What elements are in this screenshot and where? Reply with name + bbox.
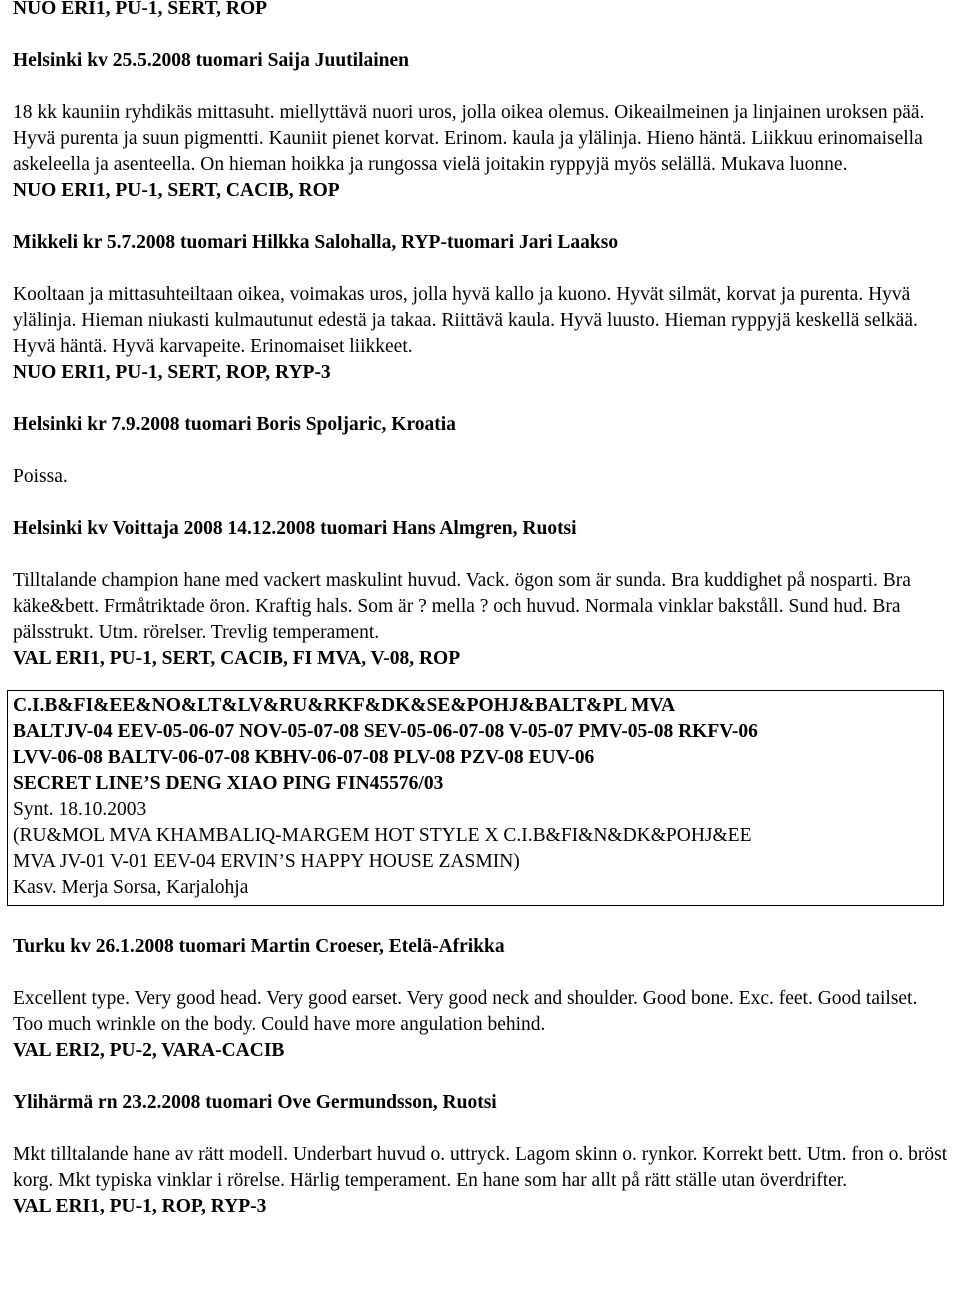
- pedigree-line-2: MVA JV-01 V-01 EEV-04 ERVIN’S HAPPY HOUSE ZASMIN): [13, 851, 520, 872]
- show-heading-turku-kv: Turku kv 26.1.2008 tuomari Martin Croeser, Etelä-Afrikka: [13, 936, 505, 957]
- titles-line-2: BALTJV-04 EEV-05-06-07 NOV-05-07-08 SEV-05-06-07-08 V-05-07 PMV-05-08 RKFV-06: [13, 721, 758, 742]
- critique-turku-kv: Excellent type. Very good head. Very good earset. Very good neck and shoulder. Good bone. Exc. feet. Good tailset. Too much wrinkle on the body. Could have more angulation behind.: [13, 988, 918, 1035]
- critique-helsinki-kr: Poissa.: [13, 466, 68, 487]
- show-heading-helsinki-voittaja: Helsinki kv Voittaja 2008 14.12.2008 tuomari Hans Almgren, Ruotsi: [13, 518, 577, 539]
- result-helsinki-voittaja: VAL ERI1, PU-1, SERT, CACIB, FI MVA, V-08, ROP: [13, 648, 461, 669]
- breeder: Kasv. Merja Sorsa, Karjalohja: [13, 877, 249, 898]
- show-heading-mikkeli-kr: Mikkeli kr 5.7.2008 tuomari Hilkka Salohalla, RYP-tuomari Jari Laakso: [13, 232, 619, 253]
- dog-info-box: [7, 690, 944, 906]
- result-mikkeli-kr: NUO ERI1, PU-1, SERT, ROP, RYP-3: [13, 362, 331, 383]
- critique-mikkeli-kr: Kooltaan ja mittasuhteiltaan oikea, voimakas uros, jolla hyvä kallo ja kuono. Hyvät silmät, korvat ja purenta. Hyvä ylälinja. Hieman niukasti kulmautunut edestä ja takaa. Riittävä kaula. Hyvä luusto. Hieman ryppyjä keskellä selkää. Hyvä häntä. Hyvä karvapeite. Erinomaiset liikkeet.: [13, 284, 918, 357]
- show-heading-helsinki-kv: Helsinki kv 25.5.2008 tuomari Saija Juutilainen: [13, 50, 410, 71]
- result-helsinki-kv: NUO ERI1, PU-1, SERT, CACIB, ROP: [13, 180, 340, 201]
- critique-helsinki-kv: 18 kk kauniin ryhdikäs mittasuht. miellyttävä nuori uros, jolla oikea olemus. Oikeailmeinen ja linjainen uroksen pää. Hyvä purenta ja suun pigmentti. Kauniit pienet korvat. Erinom. kaula ja ylälinja. Hieno häntä. Liikkuu erinomaisella askeleella ja asenteella. On hieman hoikka ja rungossa vielä joitakin ryppyjä myös selällä. Mukava luonne.: [13, 102, 925, 175]
- pedigree-line-1: (RU&MOL MVA KHAMBALIQ-MARGEM HOT STYLE X C.I.B&FI&N&DK&POHJ&EE: [13, 825, 752, 846]
- critique-yliharma-rn: Mkt tilltalande hane av rätt modell. Underbart huvud o. uttryck. Lagom skinn o. rynkor. Korrekt bett. Utm. fron o. bröst korg. Mkt typiska vinklar i rörelse. Härlig temperament. En hane som har allt på rätt ställe utan överdrifter.: [13, 1144, 948, 1191]
- dog-name: SECRET LINE’S DENG XIAO PING FIN45576/03: [13, 773, 444, 794]
- show-heading-helsinki-kr: Helsinki kr 7.9.2008 tuomari Boris Spoljaric, Kroatia: [13, 414, 456, 435]
- critique-helsinki-voittaja: Tilltalande champion hane med vackert maskulint huvud. Vack. ögon som är sunda. Bra kuddighet på nosparti. Bra käke&bett. Frmåtriktade öron. Kraftig hals. Som är ? mella ? och huvud. Normala vinklar bakståll. Sund hud. Bra pälsstrukt. Utm. rörelser. Trevlig temperament.: [13, 570, 911, 643]
- titles-line-3: LVV-06-08 BALTV-06-07-08 KBHV-06-07-08 PLV-08 PZV-08 EUV-06: [13, 747, 595, 768]
- document-page: [13, 0, 948, 1220]
- titles-line-1: C.I.B&FI&EE&NO&LT&LV&RU&RKF&DK&SE&POHJ&BALT&PL MVA: [13, 695, 676, 716]
- show-heading-yliharma-rn: Ylihärmä rn 23.2.2008 tuomari Ove Germundsson, Ruotsi: [13, 1092, 497, 1113]
- result-yliharma-rn: VAL ERI1, PU-1, ROP, RYP-3: [13, 1196, 267, 1217]
- top-result: NUO ERI1, PU-1, SERT, ROP: [13, 0, 268, 19]
- result-turku-kv: VAL ERI2, PU-2, VARA-CACIB: [13, 1040, 285, 1061]
- birth-date: Synt. 18.10.2003: [13, 799, 147, 820]
